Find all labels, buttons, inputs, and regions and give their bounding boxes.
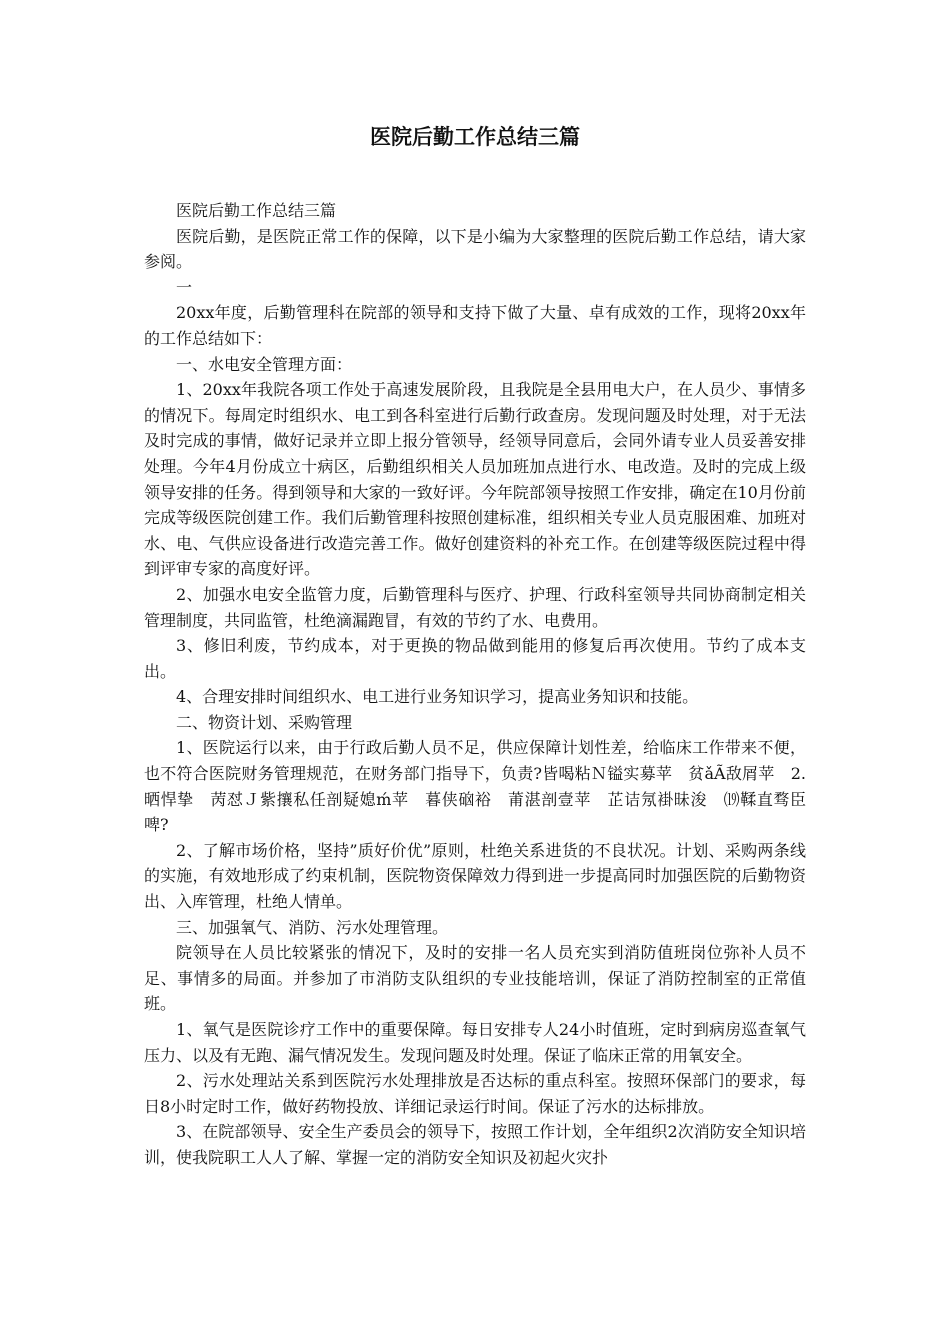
section-heading-utilities: 一、水电安全管理方面： [176,354,353,374]
section-heading-procurement: 二、物资计划、采购管理 [176,712,353,732]
section-number-one: 一 [176,277,193,297]
paragraph-utilities-1: 1、20xx年我院各项工作处于高速发展阶段，且我院是全县用电大户，在人员少、事情多的情况下。每周定时组织水、电工到各科室进行后勤行政查房。发现问题及时处理，对于无法及时完成的事情，做好记录并立即上报分管领导，经领导同意后，会同外请专业人员妥善安排处理。今年4月份成立十病区，后勤组织相关人员加班加点进行水、电改造。及时的完成上级领导安排的任务。得到领导和大家的一致好评。今年院部领导按照工作安排，确定在10月份前完成等级医院创建工作。我们后勤管理科按照创建标准，组织相关专业人员克服困难、加班对水、电、气供应设备进行改造完善工作。做好创建资料的补充工作。在创建等级医院过程中得到评审专家的高度好评。 [144,380,806,579]
paragraph-utilities-4: 4、合理安排时间组织水、电工进行业务知识学习，提高业务知识和技能。 [176,687,699,707]
paragraph-sewage: 2、污水处理站关系到医院污水处理排放是否达标的重点科室。按照环保部门的要求，每日8小时定时工作，做好药物投放、详细记录运行时间。保证了污水的达标排放。 [144,1071,806,1116]
paragraph-oxygen: 1、氧气是医院诊疗工作中的重要保障。每日安排专人24小时值班，定时到病房巡查氧气压力、以及有无跑、漏气情况发生。发现问题及时处理。保证了临床正常的用氧安全。 [144,1020,806,1065]
section-heading-oxygen-fire-sewage: 三、加强氧气、消防、污水处理管理。 [176,917,449,937]
paragraph-procurement-1: 1、医院运行以来，由于行政后勤人员不足，供应保障计划性差，给临床工作带来不便，也不符合医院财务管理规范，在财务部门指导下，负责?皆喝粘Ｎ镒实募苹 贫ǎÃ敌屑苹 2.晒悍挚 苪怼Ｊ紫攘私任剖疑媳ḿ苹 暮侠硇裕 莆湛剖壹苹 芷诘氖褂昧浚 ⒆鞣直骛臣啤? [144,738,806,835]
paragraph-fire-staffing: 院领导在人员比较紧张的情况下，及时的安排一名人员充实到消防值班岗位弥补人员不足、事情多的局面。并参加了市消防支队组织的专业技能培训，保证了消防控制室的正常值班。 [144,943,806,1014]
document-body [144,198,806,1171]
paragraph-overview: 20xx年度，后勤管理科在院部的领导和支持下做了大量、卓有成效的工作，现将20xx年的工作总结如下： [144,303,806,348]
document-title: 医院后勤工作总结三篇 [370,125,580,149]
paragraph-fire-training: 3、在院部领导、安全生产委员会的领导下，按照工作计划，全年组织2次消防安全知识培训，使我院职工人人了解、掌握一定的消防安全知识及初起火灾扑 [144,1122,806,1167]
paragraph-intro: 医院后勤，是医院正常工作的保障，以下是小编为大家整理的医院后勤工作总结，请大家参阅。 [144,226,806,272]
paragraph-heading-repeat: 医院后勤工作总结三篇 [176,201,337,220]
paragraph-procurement-2: 2、了解市场价格，坚持”质好价优”原则，杜绝关系进货的不良状况。计划、采购两条线的实施，有效地形成了约束机制，医院物资保障效力得到进一步提高同时加强医院的后勤物资出、入库管理，杜绝人情单。 [144,840,806,912]
paragraph-utilities-3: 3、修旧利废，节约成本，对于更换的物品做到能用的修复后再次使用。节约了成本支出。 [144,636,806,681]
paragraph-utilities-2: 2、加强水电安全监管力度，后勤管理科与医疗、护理、行政科室领导共同协商制定相关管理制度，共同监管，杜绝滴漏跑冒，有效的节约了水、电费用。 [144,584,806,630]
